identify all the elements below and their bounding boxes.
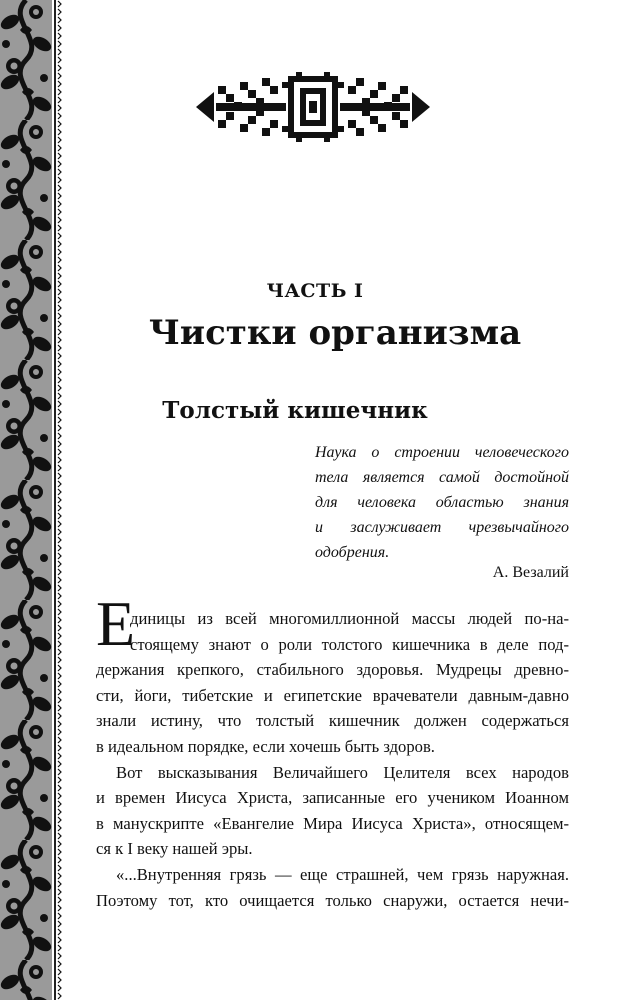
body-line: Вот высказывания Величайшего Целителя всех народов <box>116 762 569 782</box>
epigraph-line: для человека областью знания <box>315 494 569 511</box>
body-line: держания крепкого, стабильного здоровья. Мудрецы древно- <box>96 660 569 680</box>
epigraph-line: и заслуживает чрезвычайного <box>315 519 569 536</box>
body-line: Поэтому тот, кто очищается только снаружи, остается нечи- <box>96 890 569 910</box>
body-line: стоящему знают о роли толстого кишечника в деле под- <box>130 634 569 654</box>
body-line: в идеальном порядке, если хочешь быть здоров. <box>96 736 435 756</box>
part-label: ЧАСТЬ I <box>266 280 364 302</box>
body-line: в манускрипте «Евангелие Мира Иисуса Христа», относящем- <box>96 813 569 833</box>
body-line: «...Внутренняя грязь — еще страшней, чем грязь наружная. <box>116 864 569 884</box>
body-line: знали истину, что толстый кишечник должен содержаться <box>96 711 569 731</box>
body-line: диницы из всей многомиллионной массы людей по-на- <box>130 609 569 628</box>
border-dot-line <box>57 0 63 1000</box>
body-line: ся к I веку нашей эры. <box>96 839 253 859</box>
folk-ornament-icon <box>196 72 430 142</box>
epigraph-line: одобрения. <box>315 544 390 561</box>
border-rule <box>54 0 56 1000</box>
epigraph <box>315 440 569 565</box>
body-line: и времен Иисуса Христа, записанные его учеником Иоанном <box>96 788 569 808</box>
chapter-title: Толстый кишечник <box>162 397 428 424</box>
drop-cap: Е <box>96 588 136 659</box>
epigraph-line: Наука о строении человеческого <box>315 444 569 461</box>
epigraph-line: тела является самой достойной <box>315 469 569 486</box>
body-line: сти, йоги, тибетские и египетские врачеватели давным-давно <box>96 685 569 705</box>
body-text <box>96 606 569 913</box>
part-title: Чистки организма <box>148 313 522 353</box>
epigraph-author: А. Везалий <box>492 564 569 581</box>
floral-border <box>0 0 52 1000</box>
